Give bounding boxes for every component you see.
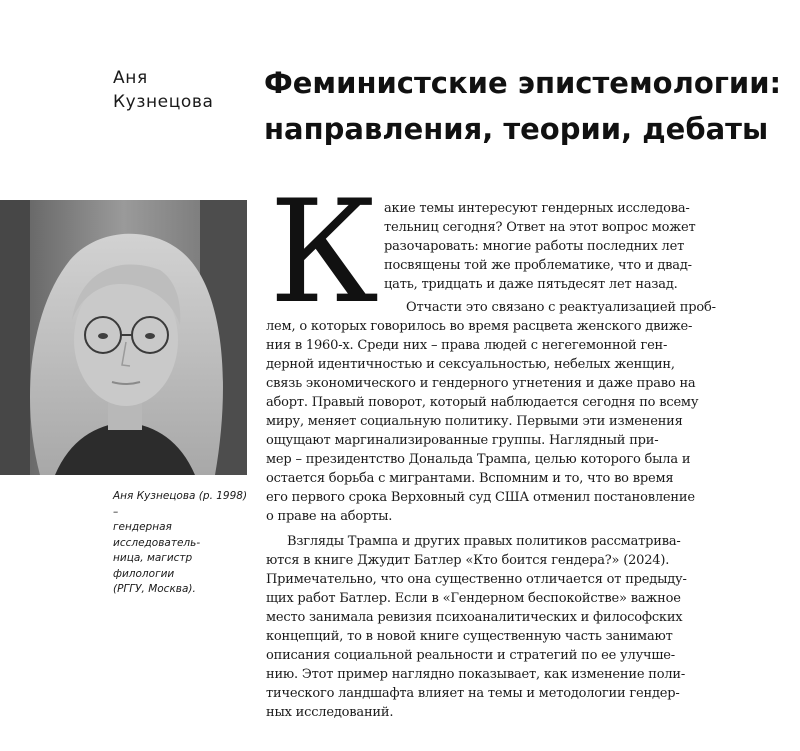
article-line: тельниц сегодня? Ответ на этот вопрос может: [384, 220, 696, 235]
article-line: остается борьба с мигрантами. Вспомним и то, что во время: [266, 471, 674, 486]
article-line: Взгляды Трампа и других правых политиков рассматрива-: [287, 534, 681, 549]
article-line: разочаровать: многие работы последних лет: [384, 239, 685, 254]
article-line: акие темы интересуют гендерных исследова-: [384, 201, 690, 216]
article-line: мер – президентство Дональда Трампа, целью которого была и: [266, 452, 691, 467]
article-line: Примечательно, что она существенно отличается от предыду-: [266, 572, 687, 587]
title-line-1: Феминистские эпистемологии:: [264, 66, 782, 100]
article-line: концепций, то в новой книге существенную часть занимают: [266, 629, 673, 644]
caption-line-4: (РГГУ, Москва).: [113, 583, 196, 595]
article-line: посвящены той же проблематике, что и двад-: [384, 258, 692, 273]
article-line: нию. Этот пример наглядно показывает, как изменение поли-: [266, 667, 686, 682]
article-line: ощущают маргинализированные группы. Наглядный при-: [266, 433, 659, 448]
article-line: место занимала ревизия психоаналитических и философских: [266, 610, 683, 625]
article-line: тического ландшафта влияет на темы и методологии гендер-: [266, 686, 680, 701]
author-photo-illustration: [0, 200, 247, 475]
article-line: щих работ Батлер. Если в «Гендерном беспокойстве» важное: [266, 591, 681, 606]
caption-line-1: Аня Кузнецова (р. 1998) –: [113, 490, 248, 518]
article-line: аборт. Правый поворот, который наблюдается сегодня по всему: [266, 395, 699, 410]
article-line: миру, меняет социальную политику. Первыми эти изменения: [266, 414, 683, 429]
article-line: лем, о которых говорилось во время расцвета женского движе-: [266, 319, 693, 334]
photo-caption: [113, 489, 253, 598]
article-line: Отчасти это связано с реактуализацией проб-: [406, 300, 716, 315]
article-line: ются в книге Джудит Батлер «Кто боится гендера?» (2024).: [266, 553, 670, 568]
article-line: о праве на аборты.: [266, 509, 393, 524]
author-last-name: Кузнецова: [113, 92, 214, 112]
caption-line-2: гендерная исследователь-: [113, 521, 201, 549]
article-line: описания социальной реальности и стратегий по ее улучше-: [266, 648, 675, 663]
author-name: [113, 66, 214, 114]
article-line: цать, тридцать и даже пятьдесят лет назад.: [384, 277, 678, 292]
title-line-2: направления, теории, дебаты: [264, 112, 769, 146]
article-line: дерной идентичностью и сексуальностью, небелых женщин,: [266, 357, 675, 372]
caption-line-3: ница, магистр филологии: [113, 552, 193, 580]
article-line: связь экономического и гендерного угнетения и даже право на: [266, 376, 696, 391]
author-first-name: Аня: [113, 68, 148, 88]
article-line: ных исследований.: [266, 705, 394, 720]
article-line: ния в 1960-х. Среди них – права людей с негегемонной ген-: [266, 338, 668, 353]
article-title: [264, 60, 784, 152]
drop-cap: К: [269, 170, 379, 335]
author-photo: [0, 200, 247, 475]
article-line: его первого срока Верховный суд США отменил постановление: [266, 490, 695, 505]
